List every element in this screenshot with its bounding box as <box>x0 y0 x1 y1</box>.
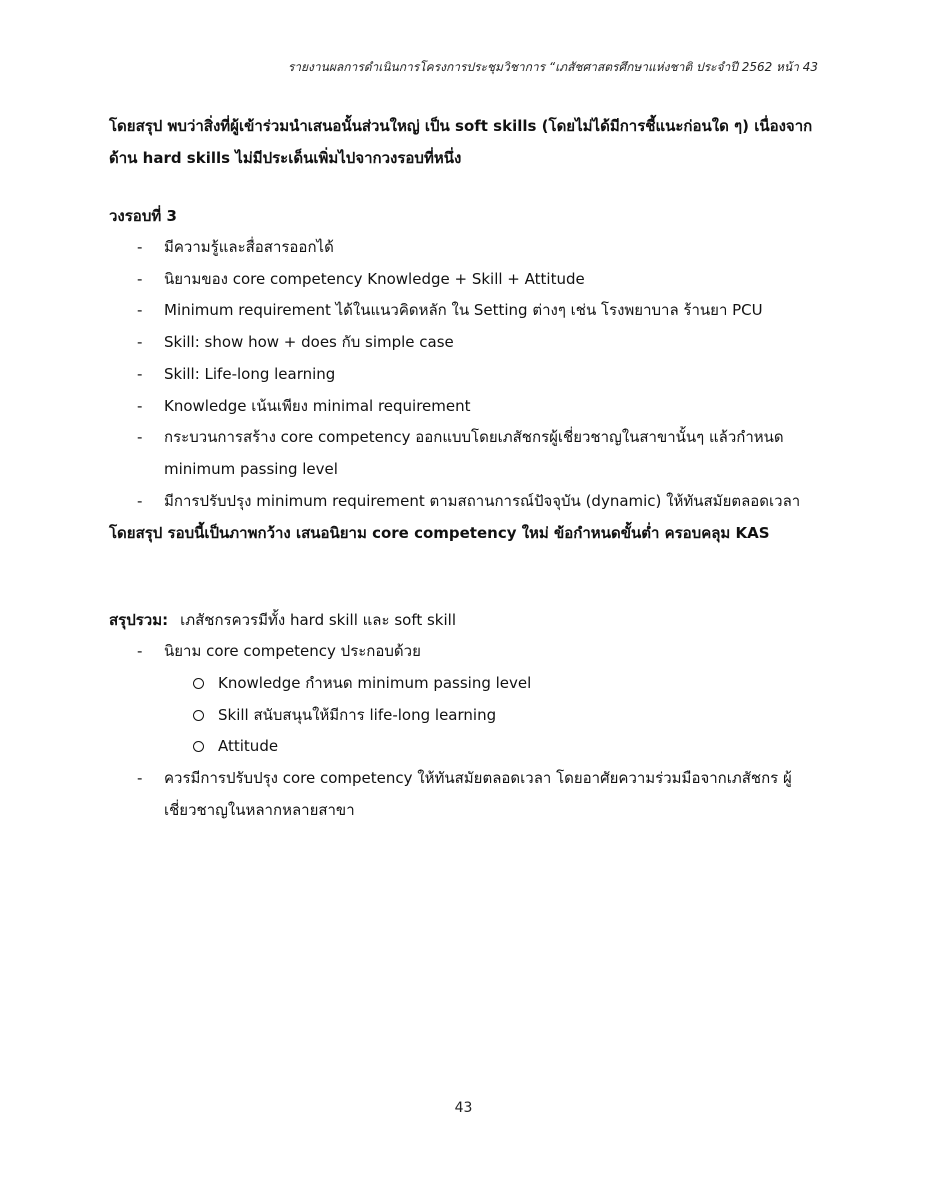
list-item-text: Skill: Life-long learning <box>164 364 336 383</box>
list-item-text: ควรมีการปรับปรุง core competency ให้ทันสมัยตลอดเวลา โดยอาศัยความร่วมมือจากเภสัชกร ผู้เชี่ยวชาญในหลากหลายสาขา <box>164 769 792 819</box>
sublist-item <box>109 668 825 700</box>
sublist-item-text: Skill สนับสนุนให้มีการ life-long learning <box>218 705 497 724</box>
summary-line <box>109 604 825 636</box>
list-item <box>109 391 825 423</box>
dash-bullet: - <box>137 396 143 415</box>
dash-bullet: - <box>137 769 143 788</box>
sublist-item <box>109 731 825 763</box>
circle-bullet-icon <box>193 741 204 752</box>
list-item <box>109 636 825 668</box>
summary-list <box>109 636 825 668</box>
dash-bullet: - <box>137 642 143 661</box>
list-item <box>109 327 825 359</box>
dash-bullet: - <box>137 364 143 383</box>
dash-bullet: - <box>137 491 143 510</box>
dash-bullet: - <box>137 238 143 256</box>
sublist-item <box>109 700 825 732</box>
list-item <box>109 232 825 264</box>
round3-conclusion: โดยสรุป รอบนี้เป็นภาพกว้าง เสนอนิยาม core competency ใหม่ ข้อกำหนดขั้นต่ำ ครอบคลุม KAS <box>109 524 770 543</box>
list-item-text: นิยามของ core competency Knowledge + Skill + Attitude <box>164 269 585 288</box>
list-item <box>109 763 825 826</box>
dash-bullet: - <box>137 428 143 447</box>
list-item <box>109 295 825 327</box>
dash-bullet: - <box>137 301 143 320</box>
summary-text: เภสัชกรควรมีทั้ง hard skill และ soft skill <box>180 611 456 630</box>
spacer <box>109 174 825 200</box>
dash-bullet: - <box>137 269 143 288</box>
running-header: รายงานผลการดำเนินการโครงการประชุมวิชาการ “เภสัชศาสตรศึกษาแห่งชาติ ประจำปี 2562 หน้า 43 <box>287 60 818 74</box>
list-item-text: มีการปรับปรุง minimum requirement ตามสถานการณ์ปัจจุบัน (dynamic) ให้ทันสมัยตลอดเวลา <box>164 491 801 510</box>
list-item-text: มีความรู้และสื่อสารออกได้ <box>164 238 334 256</box>
list-item <box>109 422 825 485</box>
circle-bullet-icon <box>193 710 204 721</box>
list-item-text: Skill: show how + does กับ simple case <box>164 333 454 352</box>
document-body <box>109 110 825 827</box>
list-item-text: กระบวนการสร้าง core competency ออกแบบโดยเภสัชกรผู้เชี่ยวชาญในสาขานั้นๆ แล้วกำหนด minimum passing level <box>164 428 784 478</box>
round3-list <box>109 232 825 517</box>
list-item <box>109 264 825 296</box>
list-item <box>109 359 825 391</box>
page-number: 43 <box>454 1100 473 1116</box>
summary-label: สรุปรวม: <box>109 611 169 630</box>
round3-heading: วงรอบที่ 3 <box>109 207 177 225</box>
sublist-item-text: Knowledge กำหนด minimum passing level <box>218 674 532 693</box>
sublist-item-text: Attitude <box>218 737 279 756</box>
summary-sublist <box>109 668 825 763</box>
dash-bullet: - <box>137 333 143 352</box>
list-item-text: Minimum requirement ได้ในแนวคิดหลัก ใน Setting ต่างๆ เช่น โรงพยาบาล ร้านยา PCU <box>164 301 763 320</box>
circle-bullet-icon <box>193 678 204 689</box>
list-item <box>109 486 825 518</box>
list-item-text: นิยาม core competency ประกอบด้วย <box>164 642 421 661</box>
list-item-text: Knowledge เน้นเพียง minimal requirement <box>164 396 471 415</box>
intro-conclusion: โดยสรุป พบว่าสิ่งที่ผู้เข้าร่วมนำเสนอนั้นส่วนใหญ่ เป็น soft skills (โดยไม่ได้มีการชี้แนะก่อนใด ๆ) เนื่องจากด้าน hard skills ไม่มีประเด็นเพิ่มไปจากวงรอบที่หนึ่ง <box>109 117 813 167</box>
spacer <box>109 549 825 604</box>
summary-list-2 <box>109 763 825 826</box>
